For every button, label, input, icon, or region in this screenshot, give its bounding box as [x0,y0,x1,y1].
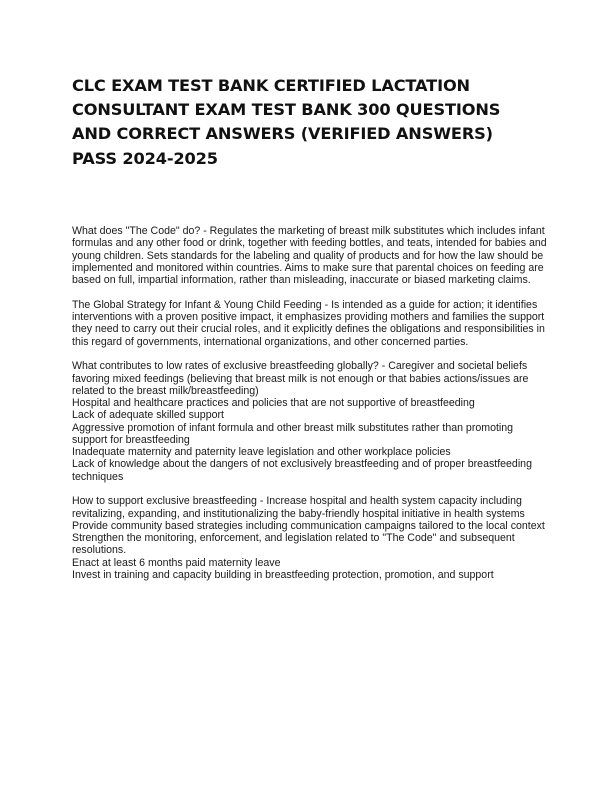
paragraph-the-code [72,225,548,286]
paragraph-line: How to support exclusive breastfeeding - Increase hospital and health system capacity including revitalizing, expanding, and institutionalizing the baby-friendly hospital initiative in health systems [72,495,525,520]
paragraph-line: Lack of knowledge about the dangers of not exclusively breastfeeding and of proper breastfeeding techniques [72,458,532,483]
paragraph-line: Invest in training and capacity building in breastfeeding protection, promotion, and support [72,568,494,581]
paragraph-line: What does "The Code" do? - Regulates the marketing of breast milk substitutes which includes infant formulas and any other food or drink, together with feeding bottles, and teats, intended for babies and young children. Sets standards for the labeling and quality of products and for how the law should be implemented and monitored within countries. Aims to make sure that parental choices on feeding are based on full, impartial information, rather than misleading, inaccurate or biased marketing claims. [72,225,547,286]
paragraph-low-rates [72,360,548,483]
paragraph-line: Strengthen the monitoring, enforcement, and legislation related to "The Code" and subsequent resolutions. [72,532,515,557]
paragraph-line: Hospital and healthcare practices and policies that are not supportive of breastfeeding [72,397,475,409]
paragraph-line: Aggressive promotion of infant formula and other breast milk substitutes rather than promoting support for breastfeeding [72,421,514,446]
paragraph-line: Lack of adequate skilled support [72,409,224,422]
document-title: CLC EXAM TEST BANK CERTIFIED LACTATION CONSULTANT EXAM TEST BANK 300 QUESTIONS AND CORRECT ANSWERS (VERIFIED ANSWERS) PASS 2024-2025 [72,76,501,168]
paragraph-line: Provide community based strategies including communication campaigns tailored to the local context [72,519,545,532]
paragraph-support-exclusive [72,495,548,581]
paragraph-line: The Global Strategy for Infant & Young Child Feeding - Is intended as a guide for action; it identifies interventions with a proven positive impact, it emphasizes providing mothers and families the support they need to carry out their crucial roles, and it explicitly defines the obligations and responsibilities in this regard of governments, international organizations, and other concerned parties. [72,298,545,348]
paragraph-line: What contributes to low rates of exclusive breastfeeding globally? - Caregiver and societal beliefs favoring mixed feedings (believing that breast milk is not enough or that babies actions/issues are related to the breast milk/breastfeeding) [72,360,529,397]
paragraph-global-strategy [72,299,548,348]
paragraph-line: Enact at least 6 months paid maternity leave [72,556,281,569]
document-body [72,225,548,594]
paragraph-line: Inadequate maternity and paternity leave legislation and other workplace policies [72,446,451,458]
